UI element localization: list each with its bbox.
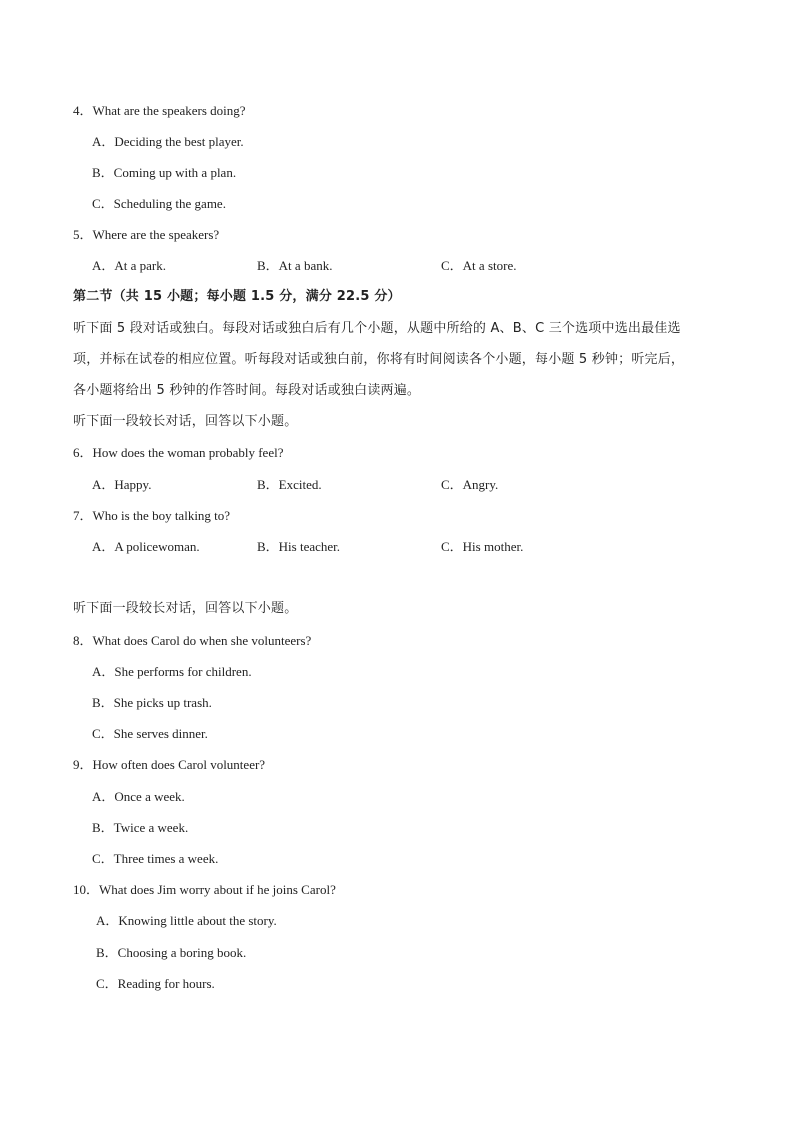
question-6-stem: 6．How does the woman probably feel? (73, 445, 284, 460)
question-7-stem: 7．Who is the boy talking to? (73, 508, 231, 523)
question-8-option-c: C．She serves dinner. (92, 726, 208, 741)
dialogue-2-intro: 听下面一段较长对话，回答以下小题。 (73, 601, 298, 616)
question-8-option-b: B．She picks up trash. (92, 695, 212, 710)
dialogue-1-intro: 听下面一段较长对话，回答以下小题。 (73, 414, 298, 429)
question-7-option-a: A．A policewoman. (92, 539, 200, 554)
question-10-stem: 10．What does Jim worry about if he joins Carol? (73, 882, 336, 897)
question-9-stem: 9．How often does Carol volunteer? (73, 757, 266, 772)
question-8-option-a: A．She performs for children. (92, 664, 252, 679)
question-4-option-a: A．Deciding the best player. (92, 134, 244, 149)
question-10-option-b: B．Choosing a boring book. (96, 945, 247, 960)
section-instructions-line-1: 听下面 5 段对话或独白。每段对话或独白后有几个小题，从题中所给的 A、B、C 三个选项中选出最佳选 (73, 321, 681, 336)
question-5-option-a: A．At a park. (92, 258, 167, 273)
question-10-option-a: A．Knowing little about the story. (96, 913, 277, 928)
question-6-option-a: A．Happy. (92, 477, 152, 492)
question-6-option-b: B．Excited. (257, 477, 322, 492)
question-9-option-c: C．Three times a week. (92, 851, 219, 866)
question-5-option-b: B．At a bank. (257, 258, 333, 273)
question-5-stem: 5．Where are the speakers? (73, 227, 220, 242)
section-title: 第二节（共 15 小题；每小题 1.5 分，满分 22.5 分） (73, 289, 401, 304)
question-4-option-b: B．Coming up with a plan. (92, 165, 237, 180)
question-6-option-c: C．Angry. (441, 477, 499, 492)
question-5-option-c: C．At a store. (441, 258, 517, 273)
question-7-option-b: B．His teacher. (257, 539, 341, 554)
question-9-option-a: A．Once a week. (92, 789, 185, 804)
question-9-option-b: B．Twice a week. (92, 820, 189, 835)
question-4-option-c: C．Scheduling the game. (92, 196, 226, 211)
question-7-option-c: C．His mother. (441, 539, 524, 554)
question-4-stem: 4．What are the speakers doing? (73, 103, 246, 118)
section-instructions-line-3: 各小题将给出 5 秒钟的作答时间。每段对话或独白读两遍。 (73, 383, 421, 398)
question-8-stem: 8．What does Carol do when she volunteers? (73, 633, 312, 648)
section-instructions-line-2: 项，并标在试卷的相应位置。听每段对话或独白前，你将有时间阅读各个小题，每小题 5 秒钟；听完后， (73, 352, 685, 367)
question-10-option-c: C．Reading for hours. (96, 976, 215, 991)
